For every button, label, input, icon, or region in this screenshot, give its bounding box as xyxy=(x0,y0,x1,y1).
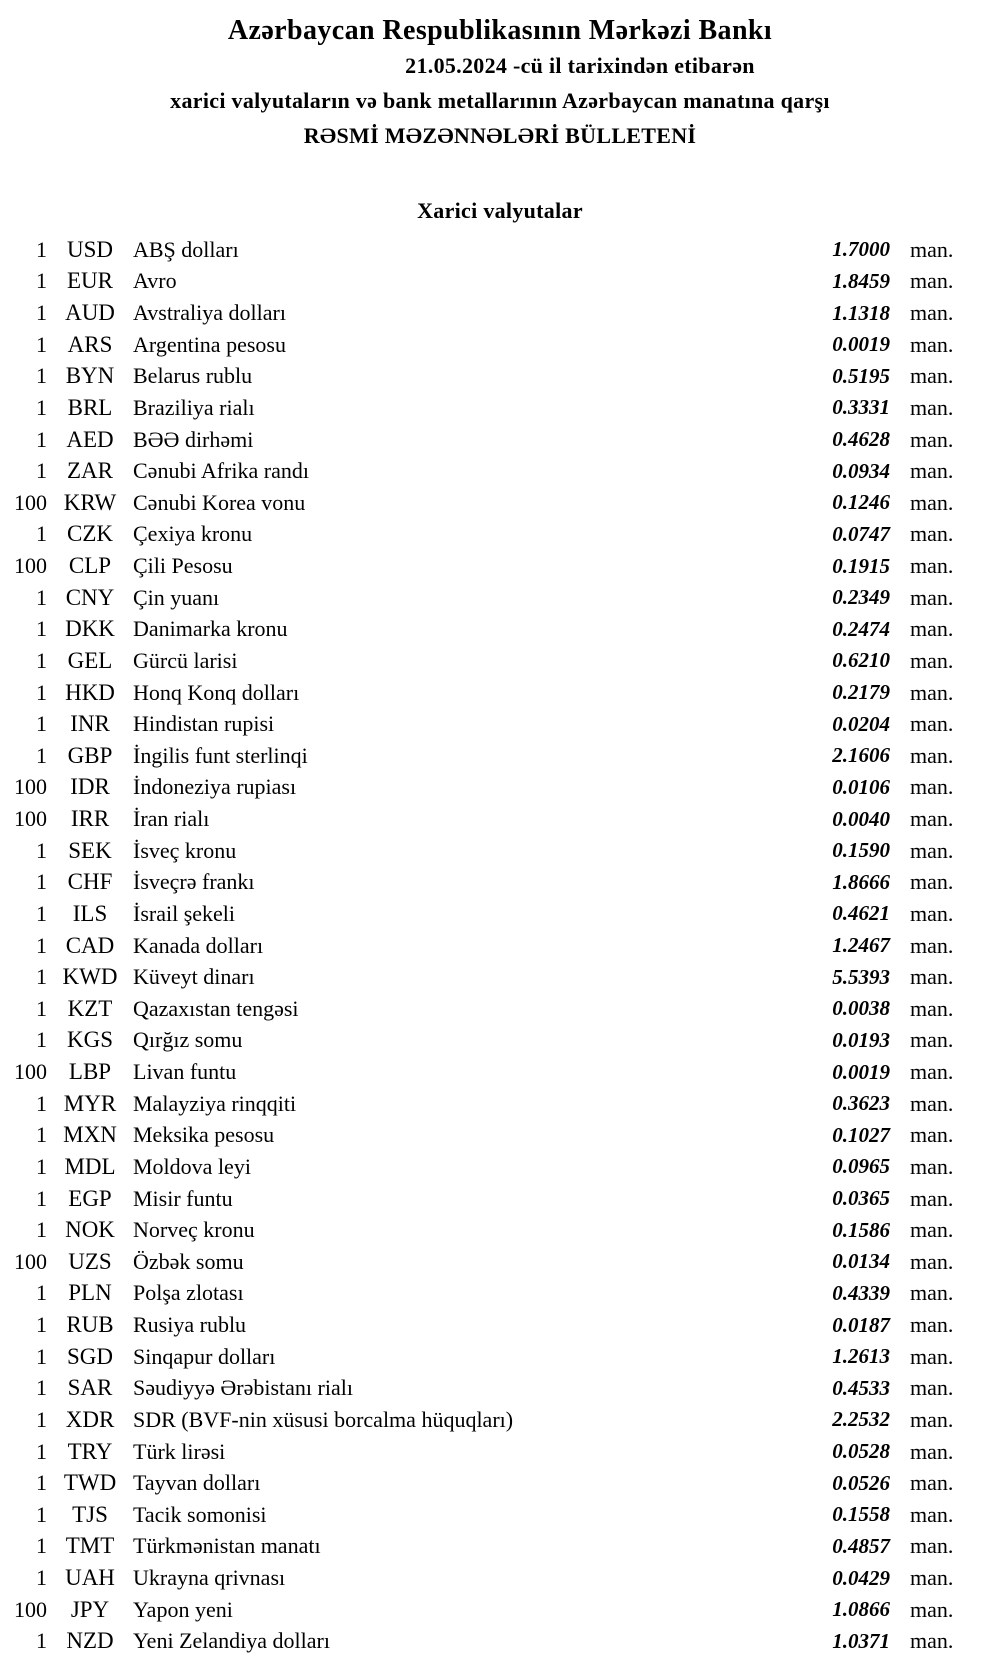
unit-label: man. xyxy=(910,1375,954,1401)
rate-value: 0.0019 xyxy=(832,1059,890,1084)
currency-name: Argentina pesosu xyxy=(133,331,286,357)
currency-name: Özbək somu xyxy=(133,1248,244,1274)
currency-name: Misir funtu xyxy=(133,1185,233,1211)
rate-row xyxy=(0,1594,1000,1626)
quantity: 1 xyxy=(36,1438,47,1464)
currency-code: SAR xyxy=(67,1375,113,1401)
unit-label: man. xyxy=(910,394,954,420)
currency-name: Cənubi Korea vonu xyxy=(133,489,306,515)
quantity: 1 xyxy=(36,900,47,926)
rate-value: 0.1246 xyxy=(832,490,890,515)
currency-code: TMT xyxy=(65,1533,115,1559)
rate-value: 1.7000 xyxy=(832,237,890,262)
unit-label: man. xyxy=(910,647,954,673)
rate-value: 0.1586 xyxy=(832,1217,890,1242)
currency-code: KGS xyxy=(66,1027,113,1053)
quantity: 1 xyxy=(36,995,47,1021)
currency-name: Honq Konq dolları xyxy=(133,679,300,705)
rate-value: 0.0187 xyxy=(832,1312,890,1337)
currency-name: İsrail şekeli xyxy=(133,900,236,926)
rate-row xyxy=(0,550,1000,582)
rate-row xyxy=(0,677,1000,709)
quantity: 1 xyxy=(36,1122,47,1148)
quantity: 1 xyxy=(36,363,47,389)
unit-label: man. xyxy=(910,679,954,705)
quantity: 1 xyxy=(36,616,47,642)
rate-value: 0.0747 xyxy=(832,521,890,546)
currency-code: LBP xyxy=(68,1059,112,1085)
rate-row xyxy=(0,1214,1000,1246)
rate-row xyxy=(0,708,1000,740)
currency-code: DKK xyxy=(65,616,115,642)
currency-name: Küveyt dinarı xyxy=(133,964,255,990)
unit-label: man. xyxy=(910,1312,954,1338)
currency-name: Braziliya rialı xyxy=(133,394,255,420)
unit-label: man. xyxy=(910,806,954,832)
currency-name: Norveç kronu xyxy=(133,1217,255,1243)
unit-label: man. xyxy=(910,1628,954,1654)
quantity: 1 xyxy=(36,331,47,357)
currency-code: TRY xyxy=(67,1438,113,1464)
quantity: 100 xyxy=(14,1059,47,1085)
currency-name: Yeni Zelandiya dolları xyxy=(133,1628,330,1654)
currency-name: Meksika pesosu xyxy=(133,1122,275,1148)
unit-label: man. xyxy=(910,1090,954,1116)
rate-value: 0.3623 xyxy=(832,1091,890,1116)
currency-name: Avro xyxy=(133,268,177,294)
rate-value: 0.3331 xyxy=(832,395,890,420)
rate-row xyxy=(0,582,1000,614)
currency-name: Kanada dolları xyxy=(133,932,264,958)
rate-row xyxy=(0,1626,1000,1658)
rate-value: 0.0526 xyxy=(832,1470,890,1495)
rate-value: 0.4621 xyxy=(832,901,890,926)
unit-label: man. xyxy=(910,869,954,895)
unit-label: man. xyxy=(910,900,954,926)
currency-code: UZS xyxy=(68,1248,112,1274)
rate-row xyxy=(0,645,1000,677)
quantity: 1 xyxy=(36,1406,47,1432)
unit-label: man. xyxy=(910,1501,954,1527)
unit-label: man. xyxy=(910,1406,954,1432)
quantity: 1 xyxy=(36,932,47,958)
currency-code: KWD xyxy=(62,964,118,990)
quantity: 1 xyxy=(36,1565,47,1591)
currency-code: RUB xyxy=(66,1312,114,1338)
quantity: 1 xyxy=(36,426,47,452)
rate-row xyxy=(0,487,1000,519)
quantity: 1 xyxy=(36,394,47,420)
rate-row xyxy=(0,1151,1000,1183)
rate-value: 0.4857 xyxy=(832,1533,890,1558)
quantity: 100 xyxy=(14,489,47,515)
currency-name: Gürcü larisi xyxy=(133,647,238,673)
unit-label: man. xyxy=(910,837,954,863)
currency-code: CHF xyxy=(67,869,113,895)
currency-code: GEL xyxy=(67,647,113,673)
rate-value: 0.4628 xyxy=(832,427,890,452)
currency-name: Qazaxıstan tengəsi xyxy=(133,995,299,1021)
rate-row xyxy=(0,1309,1000,1341)
currency-name: BƏƏ dirhəmi xyxy=(133,426,254,452)
quantity: 1 xyxy=(36,964,47,990)
rate-value: 0.0038 xyxy=(832,996,890,1021)
rate-row xyxy=(0,455,1000,487)
currency-code: MYR xyxy=(63,1090,117,1116)
quantity: 1 xyxy=(36,584,47,610)
unit-label: man. xyxy=(910,553,954,579)
unit-label: man. xyxy=(910,1533,954,1559)
unit-label: man. xyxy=(910,300,954,326)
section-title-foreign-currencies: Xarici valyutalar xyxy=(417,198,583,223)
currency-name: Yapon yeni xyxy=(133,1596,233,1622)
unit-label: man. xyxy=(910,1248,954,1274)
quantity: 1 xyxy=(36,521,47,547)
rate-value: 0.0019 xyxy=(832,332,890,357)
rate-value: 0.2179 xyxy=(832,680,890,705)
rate-row xyxy=(0,234,1000,266)
rate-row xyxy=(0,1562,1000,1594)
quantity: 1 xyxy=(36,1375,47,1401)
rate-value: 0.0134 xyxy=(832,1249,890,1274)
currency-name: Çin yuanı xyxy=(133,584,220,610)
currency-name: İsveçrə frankı xyxy=(133,869,255,895)
currency-name: Qırğız somu xyxy=(133,1027,243,1053)
currency-code: CAD xyxy=(65,932,115,958)
unit-label: man. xyxy=(910,268,954,294)
currency-code: BYN xyxy=(65,363,115,389)
rate-row xyxy=(0,740,1000,772)
unit-label: man. xyxy=(910,774,954,800)
currency-name: Cənubi Afrika randı xyxy=(133,458,309,484)
currency-name: Tacik somonisi xyxy=(133,1501,267,1527)
rate-row xyxy=(0,1467,1000,1499)
quantity: 1 xyxy=(36,1280,47,1306)
rate-row xyxy=(0,772,1000,804)
rate-value: 0.0429 xyxy=(832,1565,890,1590)
currency-code: TWD xyxy=(63,1470,117,1496)
quantity: 1 xyxy=(36,1533,47,1559)
quantity: 1 xyxy=(36,1027,47,1053)
currency-name: Danimarka kronu xyxy=(133,616,288,642)
rate-value: 0.0040 xyxy=(832,806,890,831)
unit-label: man. xyxy=(910,964,954,990)
unit-label: man. xyxy=(910,584,954,610)
unit-label: man. xyxy=(910,1280,954,1306)
quantity: 100 xyxy=(14,774,47,800)
rate-row xyxy=(0,1120,1000,1152)
rate-value: 1.0371 xyxy=(832,1628,890,1653)
rate-value: 2.2532 xyxy=(832,1407,890,1432)
quantity: 1 xyxy=(36,1185,47,1211)
rate-value: 0.5195 xyxy=(832,363,890,388)
rate-row xyxy=(0,1499,1000,1531)
unit-label: man. xyxy=(910,363,954,389)
currency-code: CLP xyxy=(68,553,112,579)
rate-value: 0.0934 xyxy=(832,458,890,483)
currency-name: Malayziya rinqqiti xyxy=(133,1090,297,1116)
rate-value: 0.1027 xyxy=(832,1122,890,1147)
rate-row xyxy=(0,361,1000,393)
quantity: 1 xyxy=(36,458,47,484)
unit-label: man. xyxy=(910,1153,954,1179)
quantity: 1 xyxy=(36,1628,47,1654)
currency-name: Türkmənistan manatı xyxy=(133,1533,321,1559)
unit-label: man. xyxy=(910,458,954,484)
quantity: 100 xyxy=(14,1248,47,1274)
quantity: 100 xyxy=(14,1596,47,1622)
currency-name: Rusiya rublu xyxy=(133,1312,247,1338)
currency-code: USD xyxy=(66,236,113,262)
currency-name: İran rialı xyxy=(133,806,210,832)
rate-value: 0.0204 xyxy=(832,711,890,736)
rate-row xyxy=(0,1278,1000,1310)
rate-row xyxy=(0,424,1000,456)
currency-code: UAH xyxy=(65,1565,115,1591)
currency-code: IRR xyxy=(70,806,110,832)
currency-code: XDR xyxy=(65,1406,115,1432)
currency-name: İndoneziya rupiası xyxy=(133,774,297,800)
rate-value: 1.0866 xyxy=(832,1597,890,1622)
rate-row xyxy=(0,297,1000,329)
subtitle-line: xarici valyutaların və bank metallarının Azərbaycan manatına qarşı xyxy=(170,88,830,113)
rate-row xyxy=(0,519,1000,551)
unit-label: man. xyxy=(910,426,954,452)
rate-row xyxy=(0,993,1000,1025)
currency-name: Polşa zlotası xyxy=(133,1280,244,1306)
bank-title: Azərbaycan Respublikasının Mərkəzi Bankı xyxy=(227,15,773,46)
rate-row xyxy=(0,867,1000,899)
currency-code: NOK xyxy=(65,1217,115,1243)
currency-code: KRW xyxy=(63,489,117,515)
rate-row xyxy=(0,1531,1000,1563)
quantity: 1 xyxy=(36,869,47,895)
rate-row xyxy=(0,614,1000,646)
rate-row xyxy=(0,1246,1000,1278)
currency-code: JPY xyxy=(70,1596,110,1622)
quantity: 1 xyxy=(36,300,47,326)
rate-row xyxy=(0,1404,1000,1436)
currency-code: NZD xyxy=(66,1628,114,1654)
rate-value: 0.2474 xyxy=(832,616,890,641)
rate-row xyxy=(0,1436,1000,1468)
quantity: 1 xyxy=(36,1501,47,1527)
unit-label: man. xyxy=(910,711,954,737)
rate-row xyxy=(0,930,1000,962)
unit-label: man. xyxy=(910,1470,954,1496)
currency-code: MXN xyxy=(63,1122,117,1148)
unit-label: man. xyxy=(910,331,954,357)
currency-name: İsveç kronu xyxy=(133,837,237,863)
unit-label: man. xyxy=(910,1217,954,1243)
currency-code: CZK xyxy=(67,521,113,547)
rate-row xyxy=(0,1373,1000,1405)
rate-value: 0.0528 xyxy=(832,1439,890,1464)
rate-value: 1.8459 xyxy=(832,268,890,293)
currency-name: Moldova leyi xyxy=(133,1153,251,1179)
currency-code: HKD xyxy=(65,679,115,705)
unit-label: man. xyxy=(910,1059,954,1085)
rate-row xyxy=(0,835,1000,867)
rate-value: 0.1558 xyxy=(832,1502,890,1527)
unit-label: man. xyxy=(910,616,954,642)
unit-label: man. xyxy=(910,521,954,547)
rate-value: 0.0106 xyxy=(832,774,890,799)
rate-value: 0.1915 xyxy=(832,553,890,578)
quantity: 1 xyxy=(36,1312,47,1338)
quantity: 100 xyxy=(14,806,47,832)
currency-name: Çexiya kronu xyxy=(133,521,253,547)
rate-value: 0.2349 xyxy=(832,585,890,610)
quantity: 1 xyxy=(36,1090,47,1116)
rate-row xyxy=(0,1088,1000,1120)
currency-code: SGD xyxy=(66,1343,113,1369)
unit-label: man. xyxy=(910,742,954,768)
quantity: 1 xyxy=(36,711,47,737)
rate-row xyxy=(0,803,1000,835)
rate-value: 0.1590 xyxy=(832,838,890,863)
currency-name: SDR (BVF-nin xüsusi borcalma hüquqları) xyxy=(133,1406,514,1432)
rate-value: 0.0965 xyxy=(832,1154,890,1179)
bulletin-header xyxy=(0,0,1000,153)
unit-label: man. xyxy=(910,1343,954,1369)
quantity: 1 xyxy=(36,742,47,768)
currency-name: Sinqapur dolları xyxy=(133,1343,276,1369)
effective-date-line: 21.05.2024 -cü il tarixindən etibarən xyxy=(405,53,755,78)
unit-label: man. xyxy=(910,1185,954,1211)
currency-code: AUD xyxy=(65,300,115,326)
currency-name: Ukrayna qrivnası xyxy=(133,1565,286,1591)
rate-value: 1.1318 xyxy=(832,300,890,325)
currency-name: Səudiyyə Ərəbistanı rialı xyxy=(133,1375,353,1401)
bulletin-title-line: RƏSMİ MƏZƏNNƏLƏRİ BÜLLETENİ xyxy=(303,123,697,148)
rate-value: 0.0365 xyxy=(832,1186,890,1211)
rate-value: 1.8666 xyxy=(832,869,890,894)
currency-code: INR xyxy=(70,711,110,737)
rate-row xyxy=(0,392,1000,424)
rate-value: 0.4339 xyxy=(832,1280,890,1305)
rate-value: 0.4533 xyxy=(832,1375,890,1400)
currency-code: GBP xyxy=(67,742,113,768)
unit-label: man. xyxy=(910,1027,954,1053)
quantity: 1 xyxy=(36,647,47,673)
quantity: 1 xyxy=(36,268,47,294)
currency-code: CNY xyxy=(65,584,115,610)
quantity: 1 xyxy=(36,1470,47,1496)
rate-row xyxy=(0,1183,1000,1215)
rate-value: 2.1606 xyxy=(832,743,890,768)
currency-name: Avstraliya dolları xyxy=(133,300,286,326)
rate-row xyxy=(0,961,1000,993)
rates-table xyxy=(0,234,1000,1657)
currency-code: ZAR xyxy=(67,458,113,484)
unit-label: man. xyxy=(910,1565,954,1591)
quantity: 1 xyxy=(36,1153,47,1179)
unit-label: man. xyxy=(910,1122,954,1148)
currency-code: TJS xyxy=(72,1501,108,1527)
currency-code: MDL xyxy=(64,1153,116,1179)
currency-code: ARS xyxy=(67,331,113,357)
rate-value: 1.2467 xyxy=(832,933,890,958)
unit-label: man. xyxy=(910,1438,954,1464)
unit-label: man. xyxy=(910,489,954,515)
quantity: 1 xyxy=(36,679,47,705)
currency-name: Livan funtu xyxy=(133,1059,237,1085)
currency-name: Hindistan rupisi xyxy=(133,711,275,737)
rate-value: 1.2613 xyxy=(832,1344,890,1369)
currency-name: İngilis funt sterlinqi xyxy=(133,742,308,768)
quantity: 1 xyxy=(36,1217,47,1243)
currency-code: IDR xyxy=(70,774,110,800)
rate-value: 0.0193 xyxy=(832,1027,890,1052)
unit-label: man. xyxy=(910,932,954,958)
currency-code: ILS xyxy=(72,900,108,926)
rate-value: 5.5393 xyxy=(832,964,890,989)
currency-name: ABŞ dolları xyxy=(133,236,239,262)
rate-value: 0.6210 xyxy=(832,648,890,673)
rate-row xyxy=(0,898,1000,930)
unit-label: man. xyxy=(910,236,954,262)
currency-name: Belarus rublu xyxy=(133,363,253,389)
currency-code: AED xyxy=(66,426,114,452)
quantity: 1 xyxy=(36,1343,47,1369)
currency-name: Türk lirəsi xyxy=(133,1438,226,1464)
currency-code: KZT xyxy=(67,995,113,1021)
currency-code: SEK xyxy=(68,837,112,863)
currency-name: Tayvan dolları xyxy=(133,1470,261,1496)
rate-row xyxy=(0,329,1000,361)
rate-row xyxy=(0,1025,1000,1057)
currency-code: PLN xyxy=(68,1280,112,1306)
rate-row xyxy=(0,1056,1000,1088)
quantity: 1 xyxy=(36,837,47,863)
quantity: 100 xyxy=(14,553,47,579)
quantity: 1 xyxy=(36,236,47,262)
rate-row xyxy=(0,266,1000,298)
rate-row xyxy=(0,1341,1000,1373)
currency-code: EGP xyxy=(68,1185,112,1211)
currency-name: Çili Pesosu xyxy=(133,553,233,579)
unit-label: man. xyxy=(910,995,954,1021)
currency-code: BRL xyxy=(67,394,113,420)
unit-label: man. xyxy=(910,1596,954,1622)
currency-code: EUR xyxy=(67,268,113,294)
